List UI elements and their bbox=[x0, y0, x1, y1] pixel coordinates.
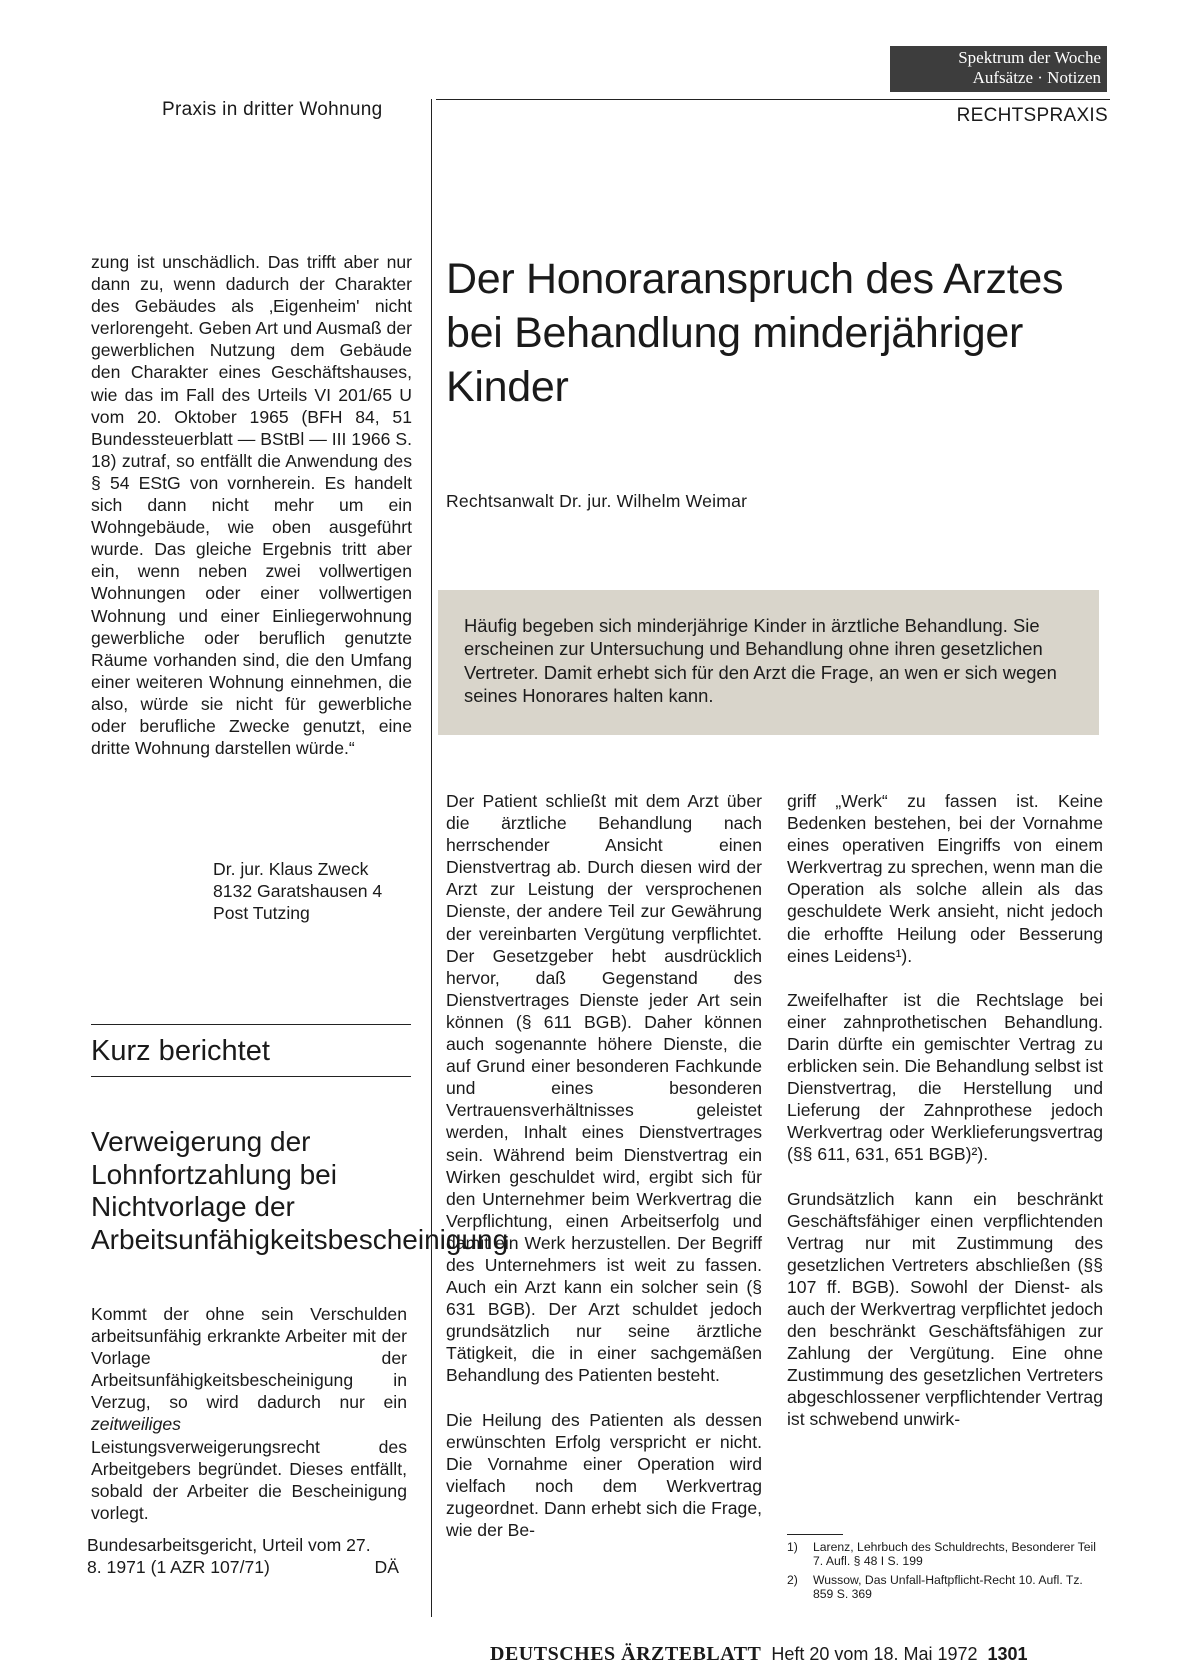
short-article-text-italic: zeitweiliges bbox=[91, 1414, 181, 1435]
left-section-label: Praxis in dritter Wohnung bbox=[162, 99, 383, 120]
short-article-text bbox=[91, 1303, 407, 1524]
main-article-title: Der Honoraranspruch des Arztes bei Behandlung minderjähriger Kinder bbox=[446, 255, 1064, 411]
footer-issue: Heft 20 vom 18. Mai 1972 bbox=[771, 1644, 978, 1664]
signature-name: Dr. jur. Klaus Zweck bbox=[213, 859, 369, 879]
short-article-text-after: Leistungsverweigerungsrecht des Arbeitgebers begründet. Dieses entfällt, sobald der Arbeiter die Bescheinigung vorlegt. bbox=[91, 1436, 407, 1523]
right-section-label: RECHTSPRAXIS bbox=[956, 105, 1108, 126]
page-footer bbox=[490, 1643, 1028, 1666]
kurz-bottom-rule bbox=[91, 1076, 411, 1077]
footnote-rule bbox=[787, 1534, 843, 1535]
badge-line-2: Aufsätze · Notizen bbox=[972, 68, 1101, 87]
col1-paragraph-2: Die Heilung des Patienten als dessen erwünschten Erfolg verspricht er nicht. Die Vornahme einer Operation wird vielfach noch dem Werkvertrag zugeordnet. Dann erhebt sich die Frage, wie der Be- bbox=[446, 1409, 762, 1540]
footer-brand: DEUTSCHES ÄRZTEBLATT bbox=[490, 1643, 762, 1665]
court-source-line-2: 8. 1971 (1 AZR 107/71) bbox=[87, 1557, 270, 1578]
col2-paragraph-1: griff „Werk“ zu fassen ist. Keine Bedenken bestehen, bei der Vornahme eines operativen Eingriffs von einem Werkvertrag zu sprechen, wenn man die Operation als solche allein als das geschuldete Werk ansieht, nicht jedoch die erhoffte Heilung oder Besserung eines Leidens¹). bbox=[787, 791, 1103, 966]
footnote-1 bbox=[787, 1540, 1097, 1569]
col1-paragraph-1: Der Patient schließt mit dem Arzt über die ärztliche Behandlung nach herrschender Ansicht einen Dienstvertrag ab. Durch diesen wird der Arzt zur Leistung der versprochenen Dienste, der andere Teil zur Gewährung der vereinbarten Vergütung verpflichtet. Der Gesetzgeber hebt ausdrücklich hervor, daß Gegenstand des Dienstvertrages Dienste jeder Art sein können (§ 611 BGB). Daher können auch sogenannte höhere Dienste, die auf Grund einer besonderen Fachkunde und eines besonderen Vertrauensverhältnisses geleistet werden, Inhalt eines Dienstvertrages sein. Während beim Dienstvertrag ein Wirken geschuldet wird, ergibt sich für den Unternehmer beim Werkvertrag die Verpflichtung, einen Arbeitserfolg und damit ein Werk herzustellen. Der Begriff des Unternehmers ist weit zu fassen. Auch ein Arzt kann ein solcher sein (§ 631 BGB). Der Arzt schuldet jedoch grundsätzlich nur seine ärztliche Tätigkeit, die in einer sachgemäßen Behandlung des Patienten besteht. bbox=[446, 791, 762, 1386]
left-continuation-text bbox=[91, 251, 412, 759]
lead-text: Häufig begeben sich minderjährige Kinder in ärztliche Behandlung. Sie erscheinen zur Untersuchung und Behandlung ohne ihren gesetzlichen Vertreter. Damit erhebt sich für den Arzt die Frage, an wen er sich wegen seines Honorares halten kann. bbox=[464, 615, 1057, 707]
short-article-paragraph bbox=[91, 1303, 407, 1524]
footnote-2-text: Wussow, Das Unfall-Haftpflicht-Recht 10. Aufl. Tz. 859 S. 369 bbox=[813, 1572, 1083, 1602]
court-source-initials: DÄ bbox=[374, 1557, 399, 1578]
col2-paragraph-3: Grundsätzlich kann ein beschränkt Geschäftsfähiger einen verpflichtenden Vertrag nur mit Zustimmung des gesetzlichen Vertreters abschließen (§§ 107 ff. BGB). Sowohl der Dienst- als auch der Werkvertrag verpflichtet jedoch den beschränkt Geschäftsfähigen zur Zahlung der Vergütung. Eine ohne Zustimmung des gesetzlichen Vertreters abgeschlossener verpflichtender Vertrag ist schwebend unwirk- bbox=[787, 1188, 1103, 1430]
badge-line-1: Spektrum der Woche bbox=[958, 48, 1101, 67]
header-rule bbox=[436, 99, 1110, 100]
column-divider bbox=[431, 99, 432, 1617]
short-article-title: Verweigerung der Lohnfortzahlung bei Nichtvorlage der Arbeitsunfähigkeitsbescheinigung bbox=[91, 1126, 509, 1255]
signature-address: 8132 Garatshausen 4 bbox=[213, 881, 383, 902]
footnotes bbox=[787, 1540, 1097, 1602]
section-badge bbox=[890, 46, 1107, 92]
page-number: 1301 bbox=[987, 1644, 1028, 1664]
main-article-author: Rechtsanwalt Dr. jur. Wilhelm Weimar bbox=[446, 491, 748, 511]
lead-box bbox=[438, 590, 1099, 735]
left-paragraph: zung ist unschädlich. Das trifft aber nur dann zu, wenn dadurch der Charakter des Gebäudes als ‚Eigenheim' nicht verlorengeht. Geben Art und Ausmaß der gewerblichen Nutzung dem Gebäude den Charakter eines Geschäftshauses, wie das im Fall des Urteils VI 201/65 U vom 20. Oktober 1965 (BFH 84, 51 Bundessteuerblatt — BStBl — III 1966 S. 18) zutraf, so entfällt die Anwendung des § 54 EStG von vornherein. Es handelt sich dann nicht mehr um ein Wohngebäude, wie oben ausgeführt wurde. Das gleiche Ergebnis tritt aber ein, wenn neben zwei vollwertigen Wohnungen oder einer vollwertigen Wohnung und einer Einliegerwohnung gewerbliche oder beruflich genutzte Räume vorhanden sind, die den Umfang einer weiteren Wohnung einnehmen, die also, würde sie nicht für gewerbliche oder berufliche Zwecke genutzt, eine dritte Wohnung darstellen würde.“ bbox=[91, 252, 412, 759]
footnote-2-number: 2) bbox=[787, 1572, 798, 1587]
court-source bbox=[87, 1534, 411, 1578]
left-signature bbox=[213, 858, 413, 924]
court-source-line-1: Bundesarbeitsgericht, Urteil vom 27. bbox=[87, 1535, 371, 1555]
footnote-1-text: Larenz, Lehrbuch des Schuldrechts, Besonderer Teil 7. Aufl. § 48 I S. 199 bbox=[813, 1540, 1096, 1569]
article-column-2 bbox=[787, 790, 1103, 1431]
kurz-berichtet-heading: Kurz berichtet bbox=[91, 1035, 270, 1067]
footnote-2 bbox=[787, 1573, 1097, 1602]
col2-paragraph-2: Zweifelhafter ist die Rechtslage bei einer zahnprothetischen Behandlung. Darin dürfte ein gemischter Vertrag zu erblicken sein. Die Behandlung selbst ist Dienstvertrag, die Herstellung und Lieferung der Zahnprothese jedoch Werkvertrag oder Werklieferungsvertrag (§§ 611, 631, 651 BGB)²). bbox=[787, 989, 1103, 1165]
short-article-text-before: Kommt der ohne sein Verschulden arbeitsunfähig erkrankte Arbeiter mit der Vorlage der Arbeitsunfähigkeitsbescheinigung in Verzug, so wird dadurch nur ein bbox=[91, 1304, 407, 1413]
signature-post: Post Tutzing bbox=[213, 903, 310, 924]
court-source-line-2-row bbox=[87, 1556, 411, 1578]
footnote-1-number: 1) bbox=[787, 1540, 798, 1554]
kurz-top-rule bbox=[91, 1024, 411, 1025]
article-column-1 bbox=[446, 790, 762, 1541]
